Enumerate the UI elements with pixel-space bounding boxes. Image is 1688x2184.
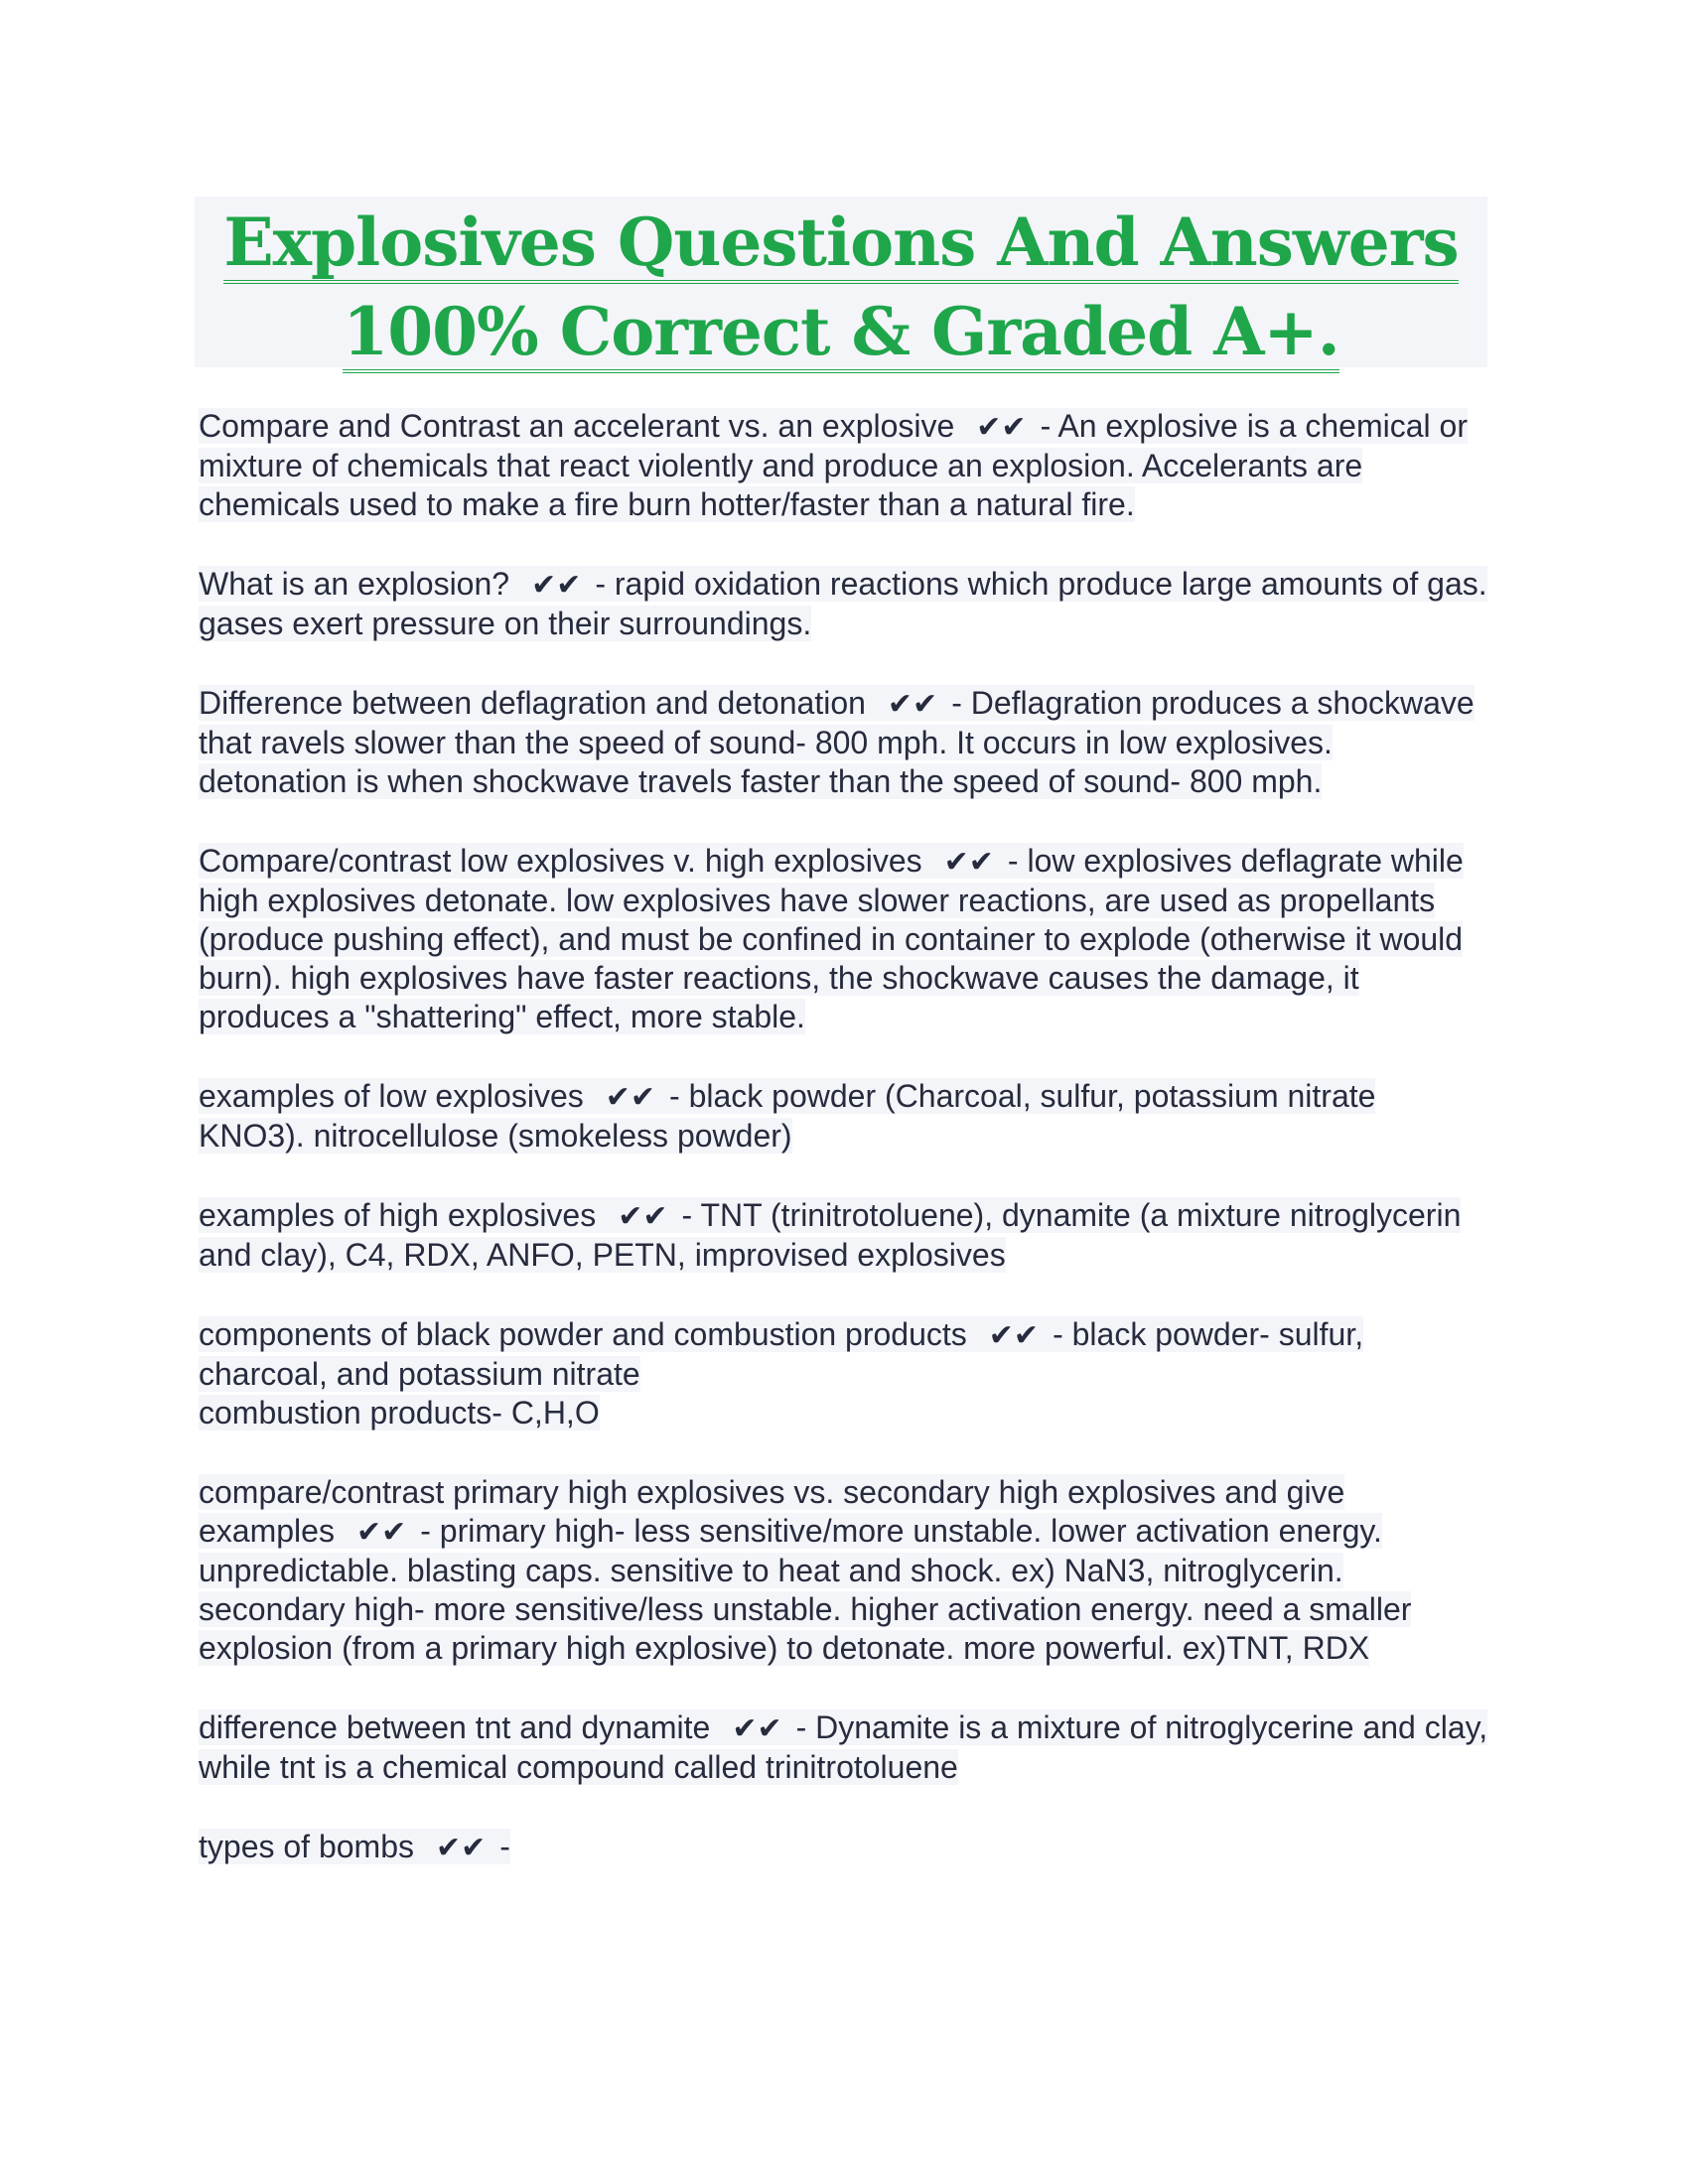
qa-item-7 — [199, 1315, 1489, 1433]
answer-text: - primary high- less sensitive/more unstable. lower activation energy. unpredictable. blasting caps. sensitive to heat and shock. ex) NaN3, nitroglycerin. secondary high- more sensitive/less unstable. higher activation energy. need a smaller explosion (from a primary high explosive) to detonate. more powerful. ex)TNT, RDX — [199, 1513, 1412, 1666]
answer-text: - TNT (trinitrotoluene), dynamite (a mixture nitroglycerin and clay), C4, RDX, ANFO, PETN, improvised explosives — [199, 1197, 1462, 1273]
title-line-1: Explosives Questions And Answers — [223, 205, 1458, 284]
answer-text: - Deflagration produces a shockwave that ravels slower than the speed of sound- 800 mph. It occurs in low explosives. detonation is when shockwave travels faster than the speed of sound- 800 mph. — [199, 685, 1475, 799]
question-text: examples of low explosives — [199, 1078, 584, 1114]
double-check-icon: ✔✔ — [531, 568, 582, 603]
qa-item-3 — [199, 684, 1489, 801]
double-check-icon: ✔✔ — [436, 1831, 487, 1865]
double-check-icon: ✔✔ — [988, 1318, 1040, 1353]
qa-item-5 — [199, 1077, 1489, 1156]
question-text: components of black powder and combustion products — [199, 1316, 967, 1352]
question-text: types of bombs — [199, 1829, 414, 1864]
answer-text-line-2: combustion products- C,H,O — [199, 1395, 600, 1431]
double-check-icon: ✔✔ — [605, 1080, 656, 1115]
double-check-icon: ✔✔ — [887, 687, 938, 722]
qa-item-9 — [199, 1708, 1489, 1787]
answer-text: - black powder- sulfur, charcoal, and potassium nitrate — [199, 1316, 1364, 1392]
answer-text: - — [499, 1829, 510, 1864]
qa-item-4 — [199, 842, 1489, 1036]
answer-text: - low explosives deflagrate while high explosives detonate. low explosives have slower reactions, are used as propellants (produce pushing effect), and must be confined in container to explode (otherwise it would burn). high explosives have faster reactions, the shockwave causes the damage, it produces a "shattering" effect, more stable. — [199, 843, 1464, 1034]
question-text: Difference between deflagration and detonation — [199, 685, 866, 721]
document-title — [195, 197, 1487, 370]
qa-item-8 — [199, 1473, 1489, 1668]
qa-item-2 — [199, 565, 1489, 643]
qa-item-6 — [199, 1196, 1489, 1275]
qa-item-1 — [199, 407, 1489, 524]
question-text: compare/contrast primary high explosives vs. secondary high explosives and give examples — [199, 1474, 1345, 1549]
qa-item-10 — [199, 1828, 1489, 1867]
double-check-icon: ✔✔ — [976, 410, 1027, 445]
answer-text: - rapid oxidation reactions which produce large amounts of gas. gases exert pressure on their surroundings. — [199, 566, 1487, 641]
question-text: difference between tnt and dynamite — [199, 1709, 711, 1745]
double-check-icon: ✔✔ — [355, 1515, 407, 1550]
title-line-2: 100% Correct & Graded A+. — [343, 294, 1338, 373]
answer-text: - black powder (Charcoal, sulfur, potassium nitrate KNO3). nitrocellulose (smokeless powder) — [199, 1078, 1376, 1154]
qa-list — [199, 407, 1489, 1908]
double-check-icon: ✔✔ — [618, 1199, 668, 1234]
answer-text: - An explosive is a chemical or mixture of chemicals that react violently and produce an explosion. Accelerants are chemicals used to make a fire burn hotter/faster than a natural fire. — [199, 408, 1468, 522]
question-text: Compare/contrast low explosives v. high explosives — [199, 843, 922, 879]
question-text: What is an explosion? — [199, 566, 510, 602]
answer-text: - Dynamite is a mixture of nitroglycerine and clay, while tnt is a chemical compound called trinitrotoluene — [199, 1709, 1488, 1785]
double-check-icon: ✔✔ — [732, 1711, 782, 1746]
question-text: examples of high explosives — [199, 1197, 597, 1233]
question-text: Compare and Contrast an accelerant vs. an explosive — [199, 408, 955, 444]
double-check-icon: ✔✔ — [943, 845, 994, 880]
